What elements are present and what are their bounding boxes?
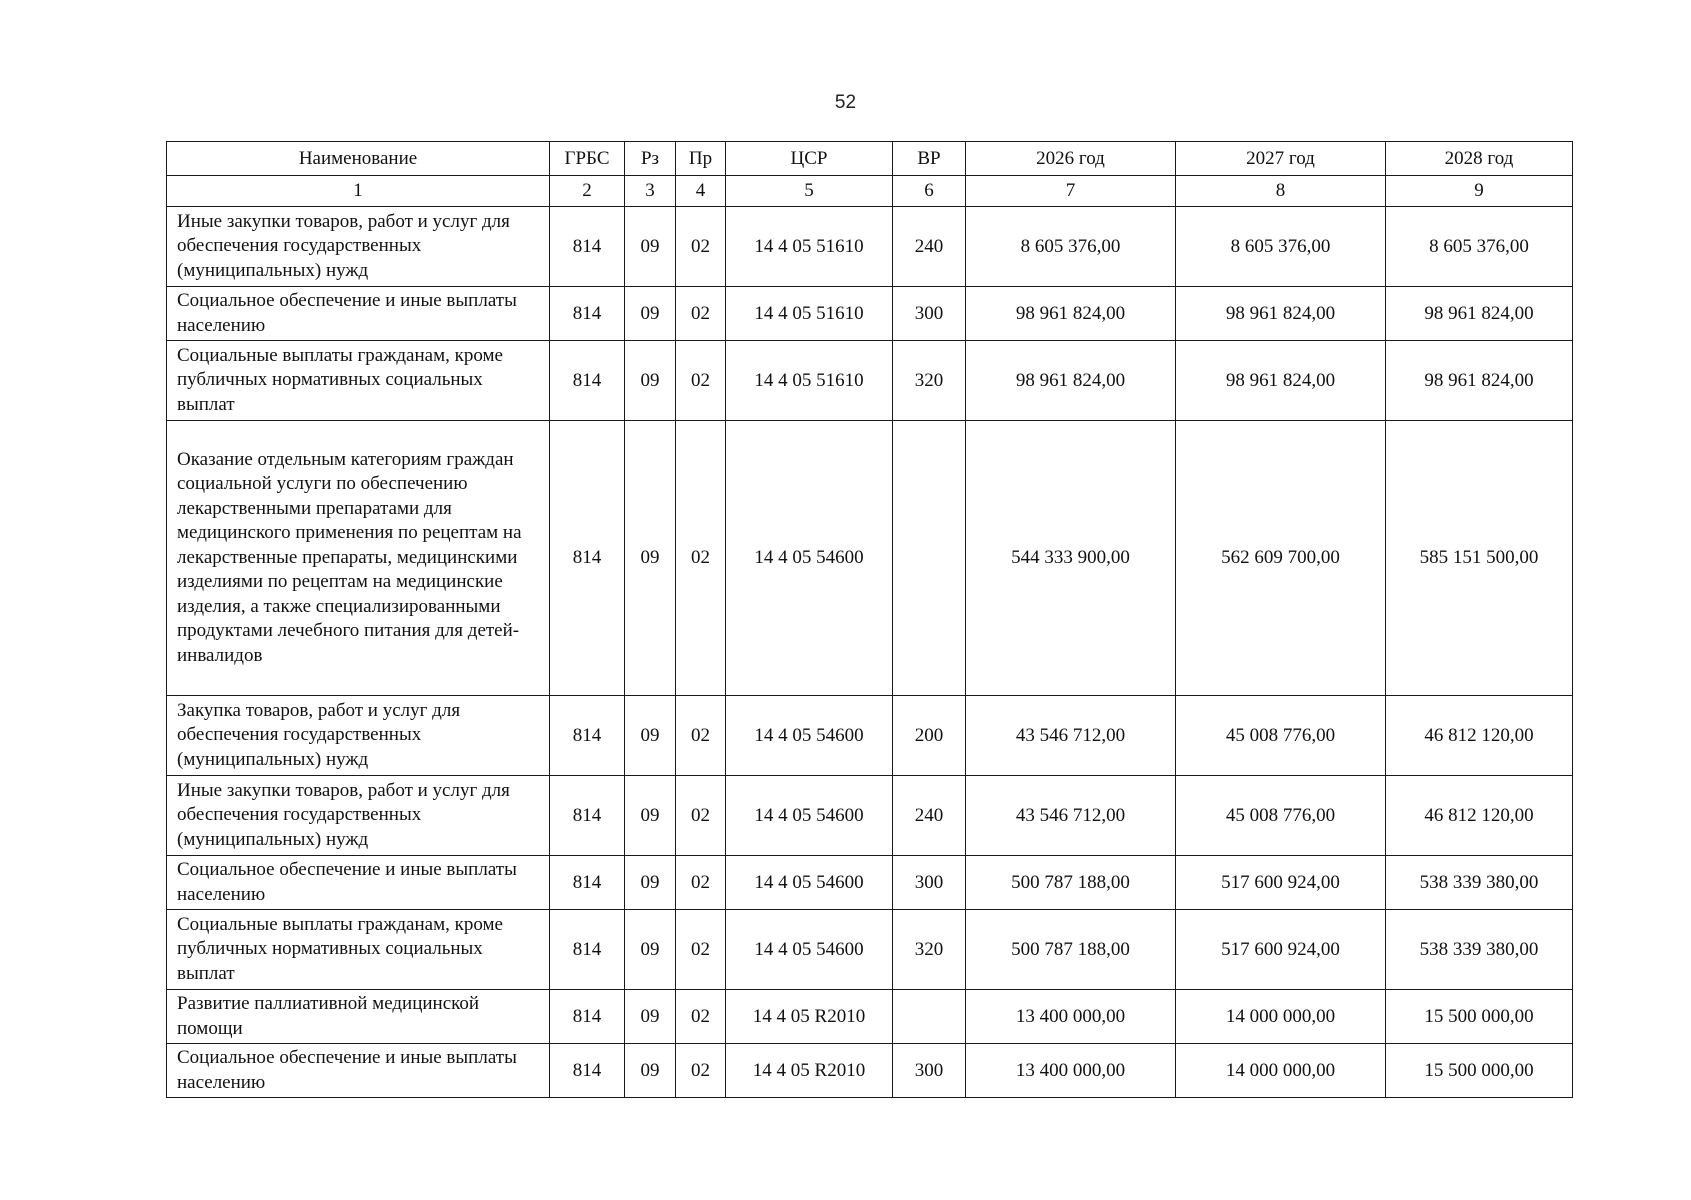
table-row xyxy=(167,910,1573,990)
row-csr-cell: 14 4 05 54600 xyxy=(726,776,893,856)
row-csr-cell: 14 4 05 R2010 xyxy=(726,990,893,1044)
row-pr-cell: 02 xyxy=(676,341,726,421)
row-grbs-cell: 814 xyxy=(550,287,625,341)
row-2028-cell: 98 961 824,00 xyxy=(1386,287,1573,341)
table-row xyxy=(167,1044,1573,1098)
row-csr-cell: 14 4 05 54600 xyxy=(726,856,893,910)
row-2027-cell: 517 600 924,00 xyxy=(1176,910,1386,990)
row-2027-cell: 98 961 824,00 xyxy=(1176,341,1386,421)
row-2027-cell: 45 008 776,00 xyxy=(1176,776,1386,856)
row-grbs-cell: 814 xyxy=(550,696,625,776)
row-2028-cell: 15 500 000,00 xyxy=(1386,990,1573,1044)
row-2028-cell: 46 812 120,00 xyxy=(1386,776,1573,856)
row-vr-cell xyxy=(893,990,966,1044)
row-grbs-cell: 814 xyxy=(550,341,625,421)
header-cell-2026: 2026 год xyxy=(966,142,1176,176)
header-cell-pr: Пр xyxy=(676,142,726,176)
row-rz-cell: 09 xyxy=(625,776,676,856)
row-vr-cell: 320 xyxy=(893,910,966,990)
column-number: 2 xyxy=(550,176,625,207)
row-name-cell: Иные закупки товаров, работ и услуг для обеспечения государственных (муниципальных) нужд xyxy=(167,207,550,287)
row-2028-cell: 538 339 380,00 xyxy=(1386,856,1573,910)
table-row xyxy=(167,696,1573,776)
row-csr-cell: 14 4 05 51610 xyxy=(726,287,893,341)
row-2026-cell: 43 546 712,00 xyxy=(966,776,1176,856)
row-name-cell: Социальное обеспечение и иные выплаты населению xyxy=(167,287,550,341)
row-name-cell: Закупка товаров, работ и услуг для обеспечения государственных (муниципальных) нужд xyxy=(167,696,550,776)
column-number: 6 xyxy=(893,176,966,207)
row-2026-cell: 13 400 000,00 xyxy=(966,1044,1176,1098)
row-name-cell: Социальное обеспечение и иные выплаты населению xyxy=(167,856,550,910)
row-grbs-cell: 814 xyxy=(550,207,625,287)
row-2026-cell: 500 787 188,00 xyxy=(966,910,1176,990)
row-name-cell: Иные закупки товаров, работ и услуг для обеспечения государственных (муниципальных) нужд xyxy=(167,776,550,856)
table-row xyxy=(167,287,1573,341)
row-2027-cell: 8 605 376,00 xyxy=(1176,207,1386,287)
row-vr-cell: 320 xyxy=(893,341,966,421)
row-pr-cell: 02 xyxy=(676,990,726,1044)
row-vr-cell xyxy=(893,421,966,696)
table-row xyxy=(167,207,1573,287)
column-number: 5 xyxy=(726,176,893,207)
row-grbs-cell: 814 xyxy=(550,1044,625,1098)
row-rz-cell: 09 xyxy=(625,207,676,287)
row-2026-cell: 98 961 824,00 xyxy=(966,341,1176,421)
row-grbs-cell: 814 xyxy=(550,990,625,1044)
header-cell-2028: 2028 год xyxy=(1386,142,1573,176)
row-name-cell: Оказание отдельным категориям граждан социальной услуги по обеспечению лекарственными препаратами для медицинского применения по рецептам на лекарственные препараты, медицинскими изделиями по рецептам на медицинские изделия, а также специализированными продуктами лечебного питания для детей-инвалидов xyxy=(167,421,550,696)
row-2026-cell: 8 605 376,00 xyxy=(966,207,1176,287)
row-csr-cell: 14 4 05 54600 xyxy=(726,696,893,776)
header-cell-name: Наименование xyxy=(167,142,550,176)
row-grbs-cell: 814 xyxy=(550,910,625,990)
row-rz-cell: 09 xyxy=(625,341,676,421)
row-pr-cell: 02 xyxy=(676,696,726,776)
header-cell-vr: ВР xyxy=(893,142,966,176)
row-vr-cell: 200 xyxy=(893,696,966,776)
row-vr-cell: 300 xyxy=(893,856,966,910)
table-row xyxy=(167,856,1573,910)
row-2028-cell: 585 151 500,00 xyxy=(1386,421,1573,696)
row-2027-cell: 45 008 776,00 xyxy=(1176,696,1386,776)
row-rz-cell: 09 xyxy=(625,856,676,910)
row-2028-cell: 98 961 824,00 xyxy=(1386,341,1573,421)
row-2027-cell: 517 600 924,00 xyxy=(1176,856,1386,910)
row-rz-cell: 09 xyxy=(625,696,676,776)
row-2027-cell: 14 000 000,00 xyxy=(1176,1044,1386,1098)
row-2028-cell: 15 500 000,00 xyxy=(1386,1044,1573,1098)
row-vr-cell: 300 xyxy=(893,1044,966,1098)
row-rz-cell: 09 xyxy=(625,910,676,990)
row-2028-cell: 8 605 376,00 xyxy=(1386,207,1573,287)
row-2026-cell: 43 546 712,00 xyxy=(966,696,1176,776)
row-pr-cell: 02 xyxy=(676,910,726,990)
row-grbs-cell: 814 xyxy=(550,856,625,910)
row-csr-cell: 14 4 05 R2010 xyxy=(726,1044,893,1098)
row-csr-cell: 14 4 05 54600 xyxy=(726,910,893,990)
row-name-cell: Социальное обеспечение и иные выплаты населению xyxy=(167,1044,550,1098)
column-number: 7 xyxy=(966,176,1176,207)
row-2027-cell: 14 000 000,00 xyxy=(1176,990,1386,1044)
row-2026-cell: 500 787 188,00 xyxy=(966,856,1176,910)
header-cell-rz: Рз xyxy=(625,142,676,176)
budget-table xyxy=(166,141,1573,1098)
row-csr-cell: 14 4 05 54600 xyxy=(726,421,893,696)
row-2027-cell: 562 609 700,00 xyxy=(1176,421,1386,696)
row-2026-cell: 98 961 824,00 xyxy=(966,287,1176,341)
column-number: 8 xyxy=(1176,176,1386,207)
row-2027-cell: 98 961 824,00 xyxy=(1176,287,1386,341)
row-name-cell: Социальные выплаты гражданам, кроме публичных нормативных социальных выплат xyxy=(167,341,550,421)
row-vr-cell: 240 xyxy=(893,776,966,856)
row-csr-cell: 14 4 05 51610 xyxy=(726,341,893,421)
row-pr-cell: 02 xyxy=(676,207,726,287)
row-csr-cell: 14 4 05 51610 xyxy=(726,207,893,287)
row-pr-cell: 02 xyxy=(676,856,726,910)
row-vr-cell: 240 xyxy=(893,207,966,287)
table-row xyxy=(167,776,1573,856)
column-number: 9 xyxy=(1386,176,1573,207)
row-rz-cell: 09 xyxy=(625,1044,676,1098)
header-cell-csr: ЦСР xyxy=(726,142,893,176)
row-rz-cell: 09 xyxy=(625,990,676,1044)
row-name-cell: Развитие паллиативной медицинской помощи xyxy=(167,990,550,1044)
row-grbs-cell: 814 xyxy=(550,421,625,696)
table-row xyxy=(167,341,1573,421)
row-pr-cell: 02 xyxy=(676,421,726,696)
column-number: 1 xyxy=(167,176,550,207)
header-cell-grbs: ГРБС xyxy=(550,142,625,176)
header-cell-2027: 2027 год xyxy=(1176,142,1386,176)
column-number: 3 xyxy=(625,176,676,207)
row-name-cell: Социальные выплаты гражданам, кроме публичных нормативных социальных выплат xyxy=(167,910,550,990)
row-2026-cell: 13 400 000,00 xyxy=(966,990,1176,1044)
row-2028-cell: 46 812 120,00 xyxy=(1386,696,1573,776)
row-pr-cell: 02 xyxy=(676,776,726,856)
table-row xyxy=(167,990,1573,1044)
row-pr-cell: 02 xyxy=(676,287,726,341)
row-rz-cell: 09 xyxy=(625,287,676,341)
row-pr-cell: 02 xyxy=(676,1044,726,1098)
column-number-row xyxy=(167,176,1573,207)
row-grbs-cell: 814 xyxy=(550,776,625,856)
page-number: 52 xyxy=(834,92,857,113)
row-2028-cell: 538 339 380,00 xyxy=(1386,910,1573,990)
column-number: 4 xyxy=(676,176,726,207)
row-rz-cell: 09 xyxy=(625,421,676,696)
row-vr-cell: 300 xyxy=(893,287,966,341)
table-header-row xyxy=(167,142,1573,176)
row-2026-cell: 544 333 900,00 xyxy=(966,421,1176,696)
table-row xyxy=(167,421,1573,696)
